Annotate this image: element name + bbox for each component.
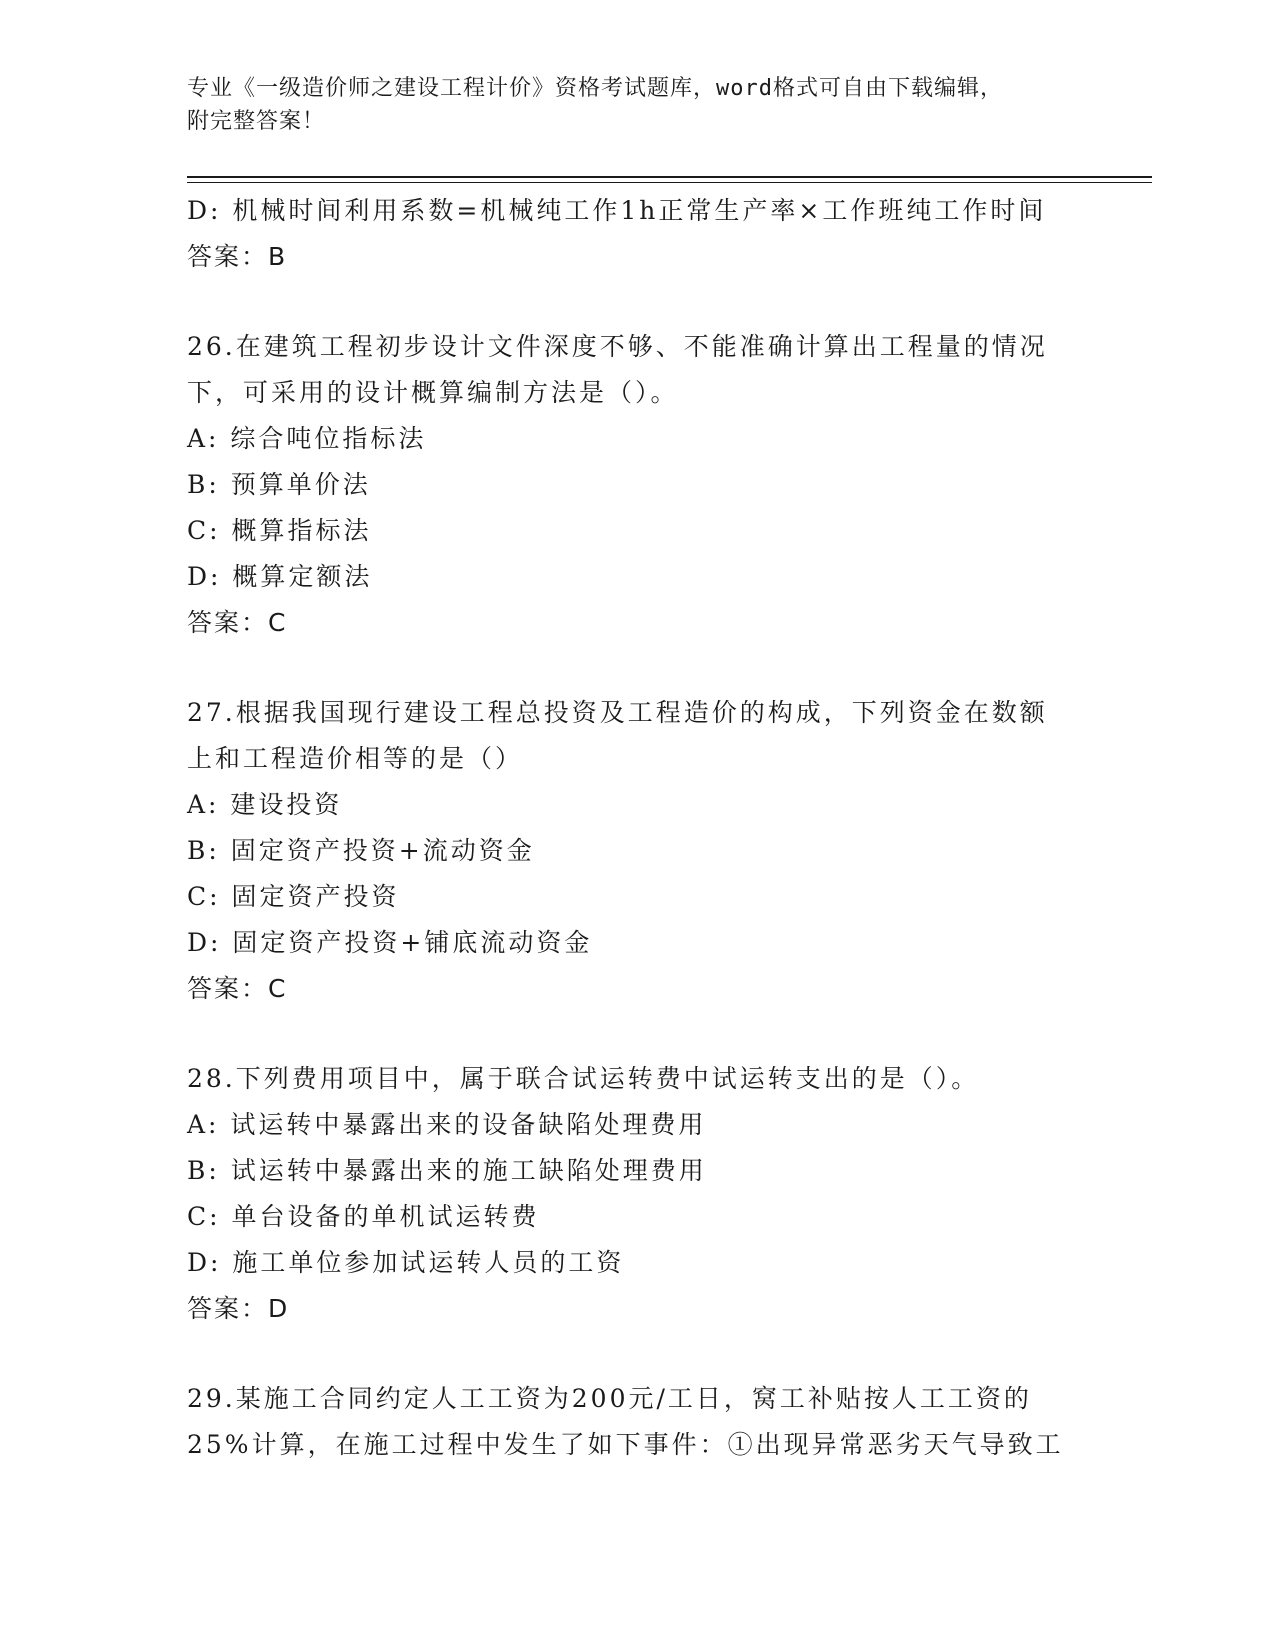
header-line: 专业《一级造价师之建设工程计价》资格考试题库，word格式可自由下载编辑，: [187, 76, 1003, 101]
question-stem-line: 下，可采用的设计概算编制方法是（）。: [187, 378, 679, 407]
header-divider-thin: [187, 182, 1152, 183]
answer-line: 答案：C: [187, 608, 288, 637]
option-a: A: 综合吨位指标法: [187, 424, 427, 453]
option-c: C: 单台设备的单机试运转费: [187, 1202, 540, 1231]
header-line: 附完整答案！: [187, 109, 326, 134]
answer-line: 答案：D: [187, 1294, 290, 1323]
question-stem-line: 25%计算，在施工过程中发生了如下事件：①出现异常恶劣天气导致工: [187, 1430, 1064, 1459]
option-d: D: 机械时间利用系数=机械纯工作1h正常生产率×工作班纯工作时间: [187, 196, 1047, 225]
document-header: [187, 72, 1087, 138]
question-stem-line: 27.根据我国现行建设工程总投资及工程造价的构成，下列资金在数额: [187, 698, 1048, 727]
question-stem-line: 上和工程造价相等的是（）: [187, 744, 524, 773]
option-b: B: 试运转中暴露出来的施工缺陷处理费用: [187, 1156, 707, 1185]
option-d: D: 施工单位参加试运转人员的工资: [187, 1248, 625, 1277]
option-a: A: 试运转中暴露出来的设备缺陷处理费用: [187, 1110, 707, 1139]
answer-line: 答案：B: [187, 242, 288, 271]
option-d: D: 固定资产投资+铺底流动资金: [187, 928, 593, 957]
option-c: C: 概算指标法: [187, 516, 372, 545]
option-c: C: 固定资产投资: [187, 882, 400, 911]
question-26: [187, 324, 1087, 646]
question-28: [187, 1056, 1087, 1332]
option-b: B: 固定资产投资+流动资金: [187, 836, 535, 865]
question-list: [187, 188, 1087, 1468]
option-b: B: 预算单价法: [187, 470, 371, 499]
question-27: [187, 690, 1087, 1012]
answer-line: 答案：C: [187, 974, 288, 1003]
question-stem-line: 29.某施工合同约定人工工资为200元/工日，窝工补贴按人工工资的: [187, 1384, 1032, 1413]
header-divider: [187, 176, 1152, 178]
option-d: D: 概算定额法: [187, 562, 373, 591]
question-29: [187, 1376, 1087, 1468]
question-stem-line: 28.下列费用项目中，属于联合试运转费中试运转支出的是（）。: [187, 1064, 980, 1093]
question-stem-line: 26.在建筑工程初步设计文件深度不够、不能准确计算出工程量的情况: [187, 332, 1048, 361]
option-a: A: 建设投资: [187, 790, 343, 819]
previous-question-tail: [187, 188, 1087, 280]
